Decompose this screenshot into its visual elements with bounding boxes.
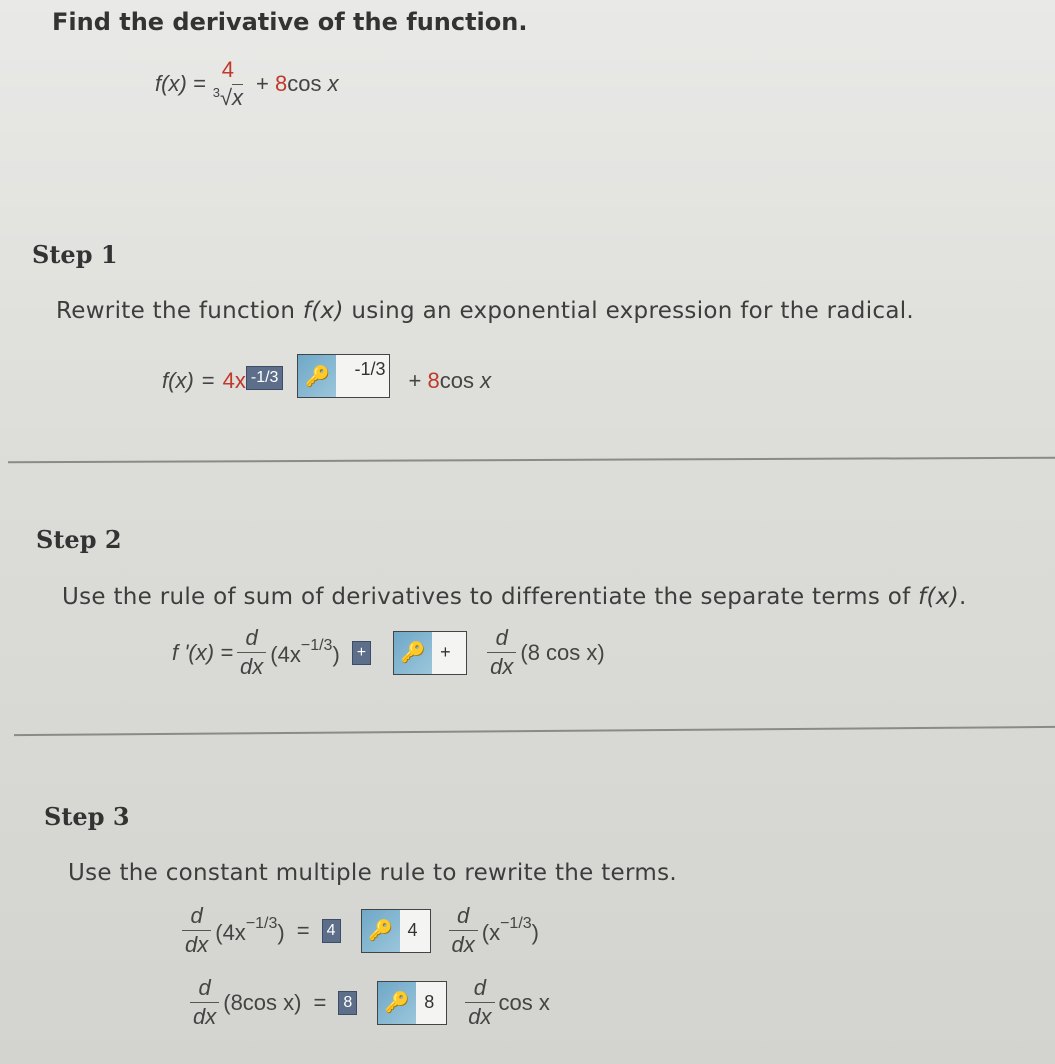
step1-lhs: f(x) [162,368,194,393]
step1-title: Step 1 [32,240,118,269]
step1-equation [162,352,491,398]
step1-instruction: Rewrite the function f(x) using an exponential expression for the radical. [56,298,915,324]
problem-lhs: f(x) = [155,71,206,97]
step3-row2-answer: 8 [338,991,357,1015]
problem-heading: Find the derivative of the function. [52,8,528,36]
problem-function [155,58,339,110]
problem-radical [210,84,246,110]
step1-tail: + 8cos x [408,368,492,393]
step2-box-value: + [440,642,451,663]
step3-instruction: Use the constant multiple rule to rewrite the terms. [68,860,677,886]
key-icon: 🔑 [362,910,400,952]
step1-eq: = [201,368,215,393]
step3-row1-box-value: 4 [407,920,418,941]
radical-sign-icon: √ [219,85,233,111]
key-icon: 🔑 [394,632,432,674]
step3-row2-rhs-derivative: $\frac{d}{dx}$ [465,976,494,1029]
step3-row1 [178,904,539,957]
divider-1 [8,457,1055,463]
step3-row2 [186,976,550,1029]
step3-row1-term: $(4x^{-1/3})$ [215,915,285,946]
step3-row1-derivative: $\frac{d}{dx}$ [182,904,211,957]
step3-row2-answer-box[interactable] [377,981,447,1025]
step2-derivative-1: $\frac{d}{dx}$ [237,626,266,679]
divider-2 [14,726,1055,736]
step2-title: Step 2 [36,525,122,554]
step2-derivative-2: $\frac{d}{dx}$ [487,626,516,679]
step2-term1: $(4x^{-1/3})$ [270,637,340,668]
radicand: x [232,85,244,111]
step3-row2-rhs: cos x [498,989,550,1015]
step3-row1-answer: 4 [322,919,341,943]
step3-row1-rhs-derivative: $\frac{d}{dx}$ [449,904,478,957]
key-icon: 🔑 [378,982,416,1024]
step3-row2-box-value: 8 [424,992,435,1013]
step1-base: 4x [222,368,246,393]
step2-equation [172,626,605,679]
step2-instruction: Use the rule of sum of derivatives to differentiate the separate terms of f(x). [62,584,967,610]
step2-term2: (8 cos x) [520,639,605,665]
step1-exponent-answer: -1/3 [246,366,284,390]
step3-row1-rhs: $(x^{-1/3})$ [481,915,539,946]
problem-numerator: 4 [221,57,235,82]
step1-answer-box[interactable] [297,354,390,398]
step2-operator-answer: + [352,641,371,665]
key-icon: 🔑 [298,355,336,397]
step3-row1-answer-box[interactable] [361,909,431,953]
step3-title: Step 3 [44,802,130,831]
problem-tail: + 8cos x [256,71,339,97]
step3-row2-derivative: $\frac{d}{dx}$ [190,976,219,1029]
problem-fraction [210,58,246,110]
step2-lhs: f '(x) = [172,639,234,665]
step3-row2-term: (8cos x) [223,989,302,1015]
step3-row1-eq: = [296,917,310,943]
step3-row2-eq: = [313,989,327,1015]
root-index: 3 [212,85,220,101]
step1-box-value: -1/3 [354,358,386,379]
step2-answer-box[interactable] [393,631,467,675]
